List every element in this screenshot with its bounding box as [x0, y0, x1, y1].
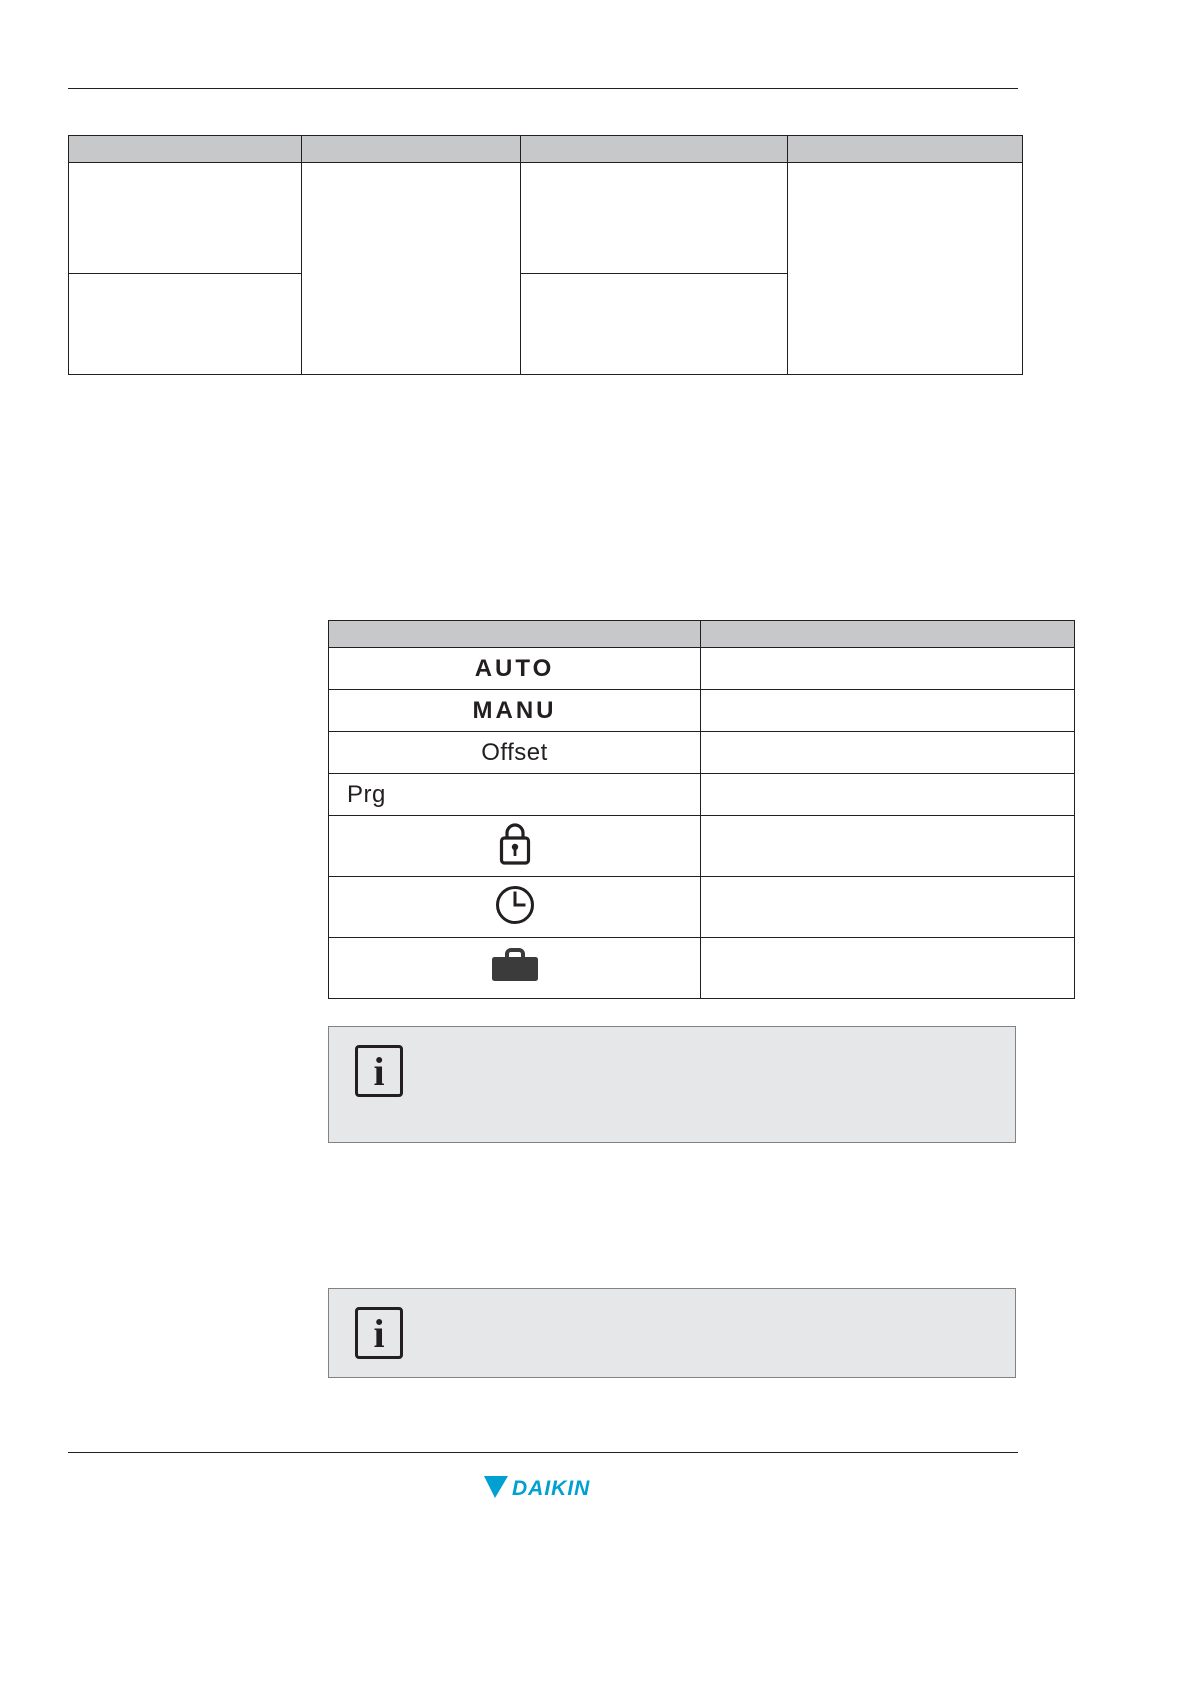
holiday-description: [701, 938, 1075, 999]
offset-label-cell: [329, 732, 701, 774]
clock-icon-cell: [329, 877, 701, 938]
info-note-1: [328, 1026, 1016, 1143]
manu-label: MANU: [472, 696, 557, 724]
table-row: [329, 816, 1075, 877]
information-icon-glyph: i: [373, 1049, 385, 1094]
information-icon: [355, 1307, 403, 1359]
top-table-col-4: [788, 136, 1023, 163]
table-header-row: [329, 621, 1075, 648]
manu-label-cell: [329, 690, 701, 732]
auto-label: AUTO: [474, 654, 555, 682]
footer-rule: [68, 1452, 1018, 1453]
prg-label: Prg: [347, 780, 386, 808]
lock-icon: [495, 821, 535, 872]
table-header-row: [69, 136, 1023, 163]
table-row: [329, 690, 1075, 732]
icon-table-col-icon: [329, 621, 701, 648]
holiday-suitcase-icon: [487, 944, 543, 993]
lock-description: [701, 816, 1075, 877]
top-table-col-3: [521, 136, 788, 163]
top-table-header: [69, 136, 1023, 163]
top-table-body: [69, 163, 1023, 375]
offset-description: [701, 732, 1075, 774]
info-note-2: [328, 1288, 1016, 1378]
top-table-cell-r1c2: [302, 163, 521, 375]
auto-label-cell: [329, 648, 701, 690]
offset-label: Offset: [481, 738, 548, 766]
header-rule: [68, 88, 1018, 89]
icon-table-body: [329, 648, 1075, 999]
top-table-cell-r1c1: [69, 163, 302, 274]
auto-description: [701, 648, 1075, 690]
clock-icon: [493, 883, 537, 932]
information-icon: [355, 1045, 403, 1097]
top-table-cell-r2c1: [69, 274, 302, 375]
manu-description: [701, 690, 1075, 732]
icon-table-header: [329, 621, 1075, 648]
table-row: [69, 163, 1023, 274]
prg-description: [701, 774, 1075, 816]
icon-table-col-description: [701, 621, 1075, 648]
top-table-col-2: [302, 136, 521, 163]
table-row: [329, 648, 1075, 690]
information-icon-glyph: i: [373, 1311, 385, 1356]
top-table: [68, 135, 1023, 375]
holiday-icon-cell: [329, 938, 701, 999]
table-row: [329, 732, 1075, 774]
top-table-cell-r1c3: [521, 163, 788, 274]
table-row: [329, 774, 1075, 816]
table-row: [329, 877, 1075, 938]
icon-table: [328, 620, 1075, 999]
daikin-logo: [482, 1472, 610, 1502]
top-table-cell-r1c4: [788, 163, 1023, 375]
lock-icon-cell: [329, 816, 701, 877]
prg-label-cell: [329, 774, 701, 816]
table-row: [329, 938, 1075, 999]
svg-text:DAIKIN: DAIKIN: [512, 1477, 591, 1500]
top-table-col-1: [69, 136, 302, 163]
clock-description: [701, 877, 1075, 938]
top-table-cell-r2c3: [521, 274, 788, 375]
